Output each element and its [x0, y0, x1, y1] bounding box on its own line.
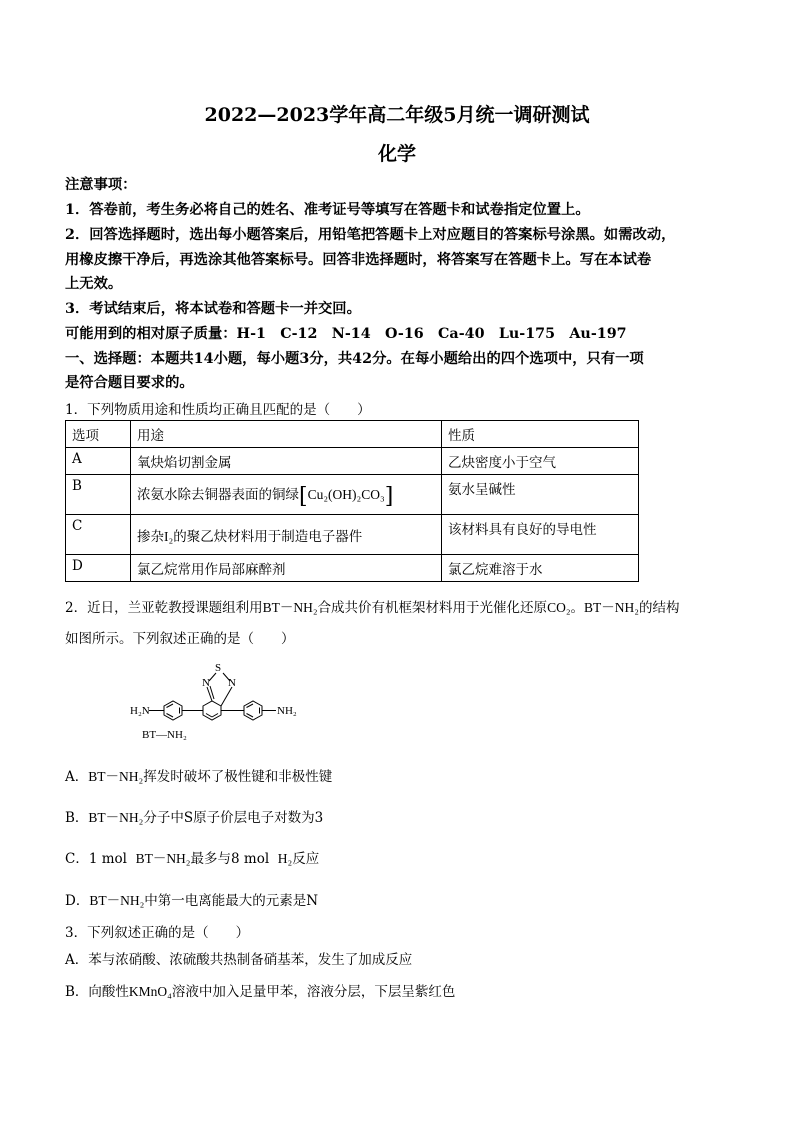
row-a-use: 氧炔焰切割金属 — [131, 448, 442, 475]
q2-option-d-text: 中第一电离能最大的元素是N — [144, 893, 319, 909]
q1-stem: 1．下列物质用途和性质均正确且匹配的是（ ） — [65, 402, 371, 418]
q2-formula-bt-2: BT－NH₂ — [584, 600, 639, 615]
row-b-use — [131, 475, 442, 515]
bracket-close-icon: ] — [384, 484, 394, 509]
exam-title: 2022—2023学年高二年级5月统一调研测试 — [204, 104, 590, 126]
ring-sulfur-label: S — [215, 662, 222, 674]
section-1-line-2: 是符合题目要求的。 — [65, 375, 194, 391]
q2-option-a-letter: A． — [65, 769, 89, 785]
table-row — [66, 448, 639, 475]
q2-option-a-formula: BT－NH₂ — [88, 769, 144, 784]
atomic-mass-line: 可能用到的相对原子质量：H-1 C-12 N-14 O-16 Ca-40 Lu-175 Au-197 — [65, 326, 627, 342]
q2-option-b-formula: BT－NH₂ — [88, 810, 144, 825]
q2-stem-text-a: 2．近日，兰亚乾教授课题组利用 — [65, 600, 263, 616]
q2-option-a — [65, 765, 332, 785]
q2-stem-text-d: 的结构 — [639, 600, 680, 616]
q2-formula-co2: CO₂ — [547, 600, 571, 615]
q1-options-table — [65, 420, 639, 582]
row-c-use-post: 的聚乙炔材料用于制造电子器件 — [173, 529, 363, 545]
q3-option-b-text: 溶液中加入足量甲苯，溶液分层，下层呈紫红色 — [171, 984, 456, 1000]
notice-heading: 注意事项： — [65, 177, 137, 193]
q3-option-a: A．苯与浓硝酸、浓硫酸共热制备硝基苯，发生了加成反应 — [65, 952, 413, 968]
notice-item-3: 3．考试结束后，将本试卷和答题卡一并交回。 — [65, 301, 361, 317]
bt-nh2-structure-diagram — [60, 655, 340, 745]
q2-option-d-letter: D． — [65, 893, 90, 909]
structure-caption: BT—NH₂ — [142, 729, 187, 741]
notice-item-1: 1．答卷前，考生务必将自己的姓名、准考证号等填写在答题卡和试卷指定位置上。 — [65, 202, 590, 218]
table-row — [66, 515, 639, 555]
subject-title: 化学 — [377, 143, 416, 165]
q2-option-d-formula: BT－NH₂ — [89, 893, 145, 908]
q2-stem-line-2: 如图所示。下列叙述正确的是（ ） — [65, 631, 295, 647]
header-option: 选项 — [66, 421, 131, 448]
section-1-line-1: 一、选择题：本题共14小题，每小题3分，共42分。在每小题给出的四个选项中，只有一项 — [65, 351, 644, 367]
notice-item-2-line-3: 上无效。 — [65, 276, 123, 292]
q3-stem: 3．下列叙述正确的是（ ） — [65, 925, 250, 941]
header-property: 性质 — [442, 421, 639, 448]
row-d-use: 氯乙烷常用作局部麻醉剂 — [131, 555, 442, 582]
q2-option-a-text: 挥发时破坏了极性键和非极性键 — [143, 769, 333, 785]
q2-option-c-formula: BT－NH₂ — [135, 851, 191, 866]
row-c-property: 该材料具有良好的导电性 — [442, 515, 639, 555]
q3-option-b — [65, 980, 455, 1000]
q2-option-c-text: 最多与8 mol — [190, 851, 270, 867]
row-a-option: A — [66, 448, 131, 475]
row-b-formula: Cu₂(OH)₂CO₃ — [307, 487, 385, 502]
bracket-open-icon: [ — [299, 484, 308, 509]
row-c-formula: I₂ — [164, 529, 174, 544]
q2-stem-text-b: 合成共价有机框架材料用于光催化还原 — [317, 600, 548, 616]
central-benzo-ring — [203, 701, 221, 720]
row-c-option: C — [66, 515, 131, 555]
row-d-option: D — [66, 555, 131, 582]
row-a-property: 乙炔密度小于空气 — [442, 448, 639, 475]
q2-option-b-text: 分子中S原子价层电子对数为3 — [143, 810, 324, 826]
ring-nitrogen-right-label: N — [228, 677, 236, 689]
q2-option-b-letter: B． — [65, 810, 89, 826]
table-header-row — [66, 421, 639, 448]
q2-formula-bt: BT－NH₂ — [262, 600, 318, 615]
ring-nitrogen-left-label: N — [202, 677, 210, 689]
q2-option-c-letter: C．1 mol — [65, 851, 127, 867]
table-row — [66, 555, 639, 582]
row-c-use-pre: 掺杂 — [137, 529, 164, 545]
q3-option-b-formula: KMnO₄ — [128, 984, 172, 999]
notice-item-2-line-1: 2．回答选择题时，选出每小题答案后，用铅笔把答题卡上对应题目的答案标号涂黑。如需改动， — [65, 227, 676, 243]
row-c-use — [131, 515, 442, 555]
table-row — [66, 475, 639, 515]
q2-option-b — [65, 806, 323, 826]
q2-option-c-tail: 反应 — [292, 851, 320, 867]
right-amine-label: NH₂ — [277, 705, 297, 717]
header-use: 用途 — [131, 421, 442, 448]
q2-stem-text-c: 。 — [570, 600, 585, 616]
notice-item-2-line-2: 用橡皮擦干净后，再选涂其他答案标号。回答非选择题时，将答案写在答题卡上。写在本试卷 — [65, 252, 652, 268]
left-amine-label: H₂N — [130, 705, 150, 717]
q2-option-d — [65, 889, 318, 909]
q2-option-c-h2: H₂ — [277, 851, 293, 866]
row-b-option: B — [66, 475, 131, 515]
row-d-property: 氯乙烷难溶于水 — [442, 555, 639, 582]
row-b-use-text: 浓氨水除去铜器表面的铜绿 — [137, 487, 299, 503]
q3-option-b-letter: B．向酸性 — [65, 984, 129, 1000]
q2-option-c — [65, 847, 319, 867]
q2-stem-line-1 — [65, 596, 680, 616]
row-b-property: 氨水呈碱性 — [442, 475, 639, 515]
